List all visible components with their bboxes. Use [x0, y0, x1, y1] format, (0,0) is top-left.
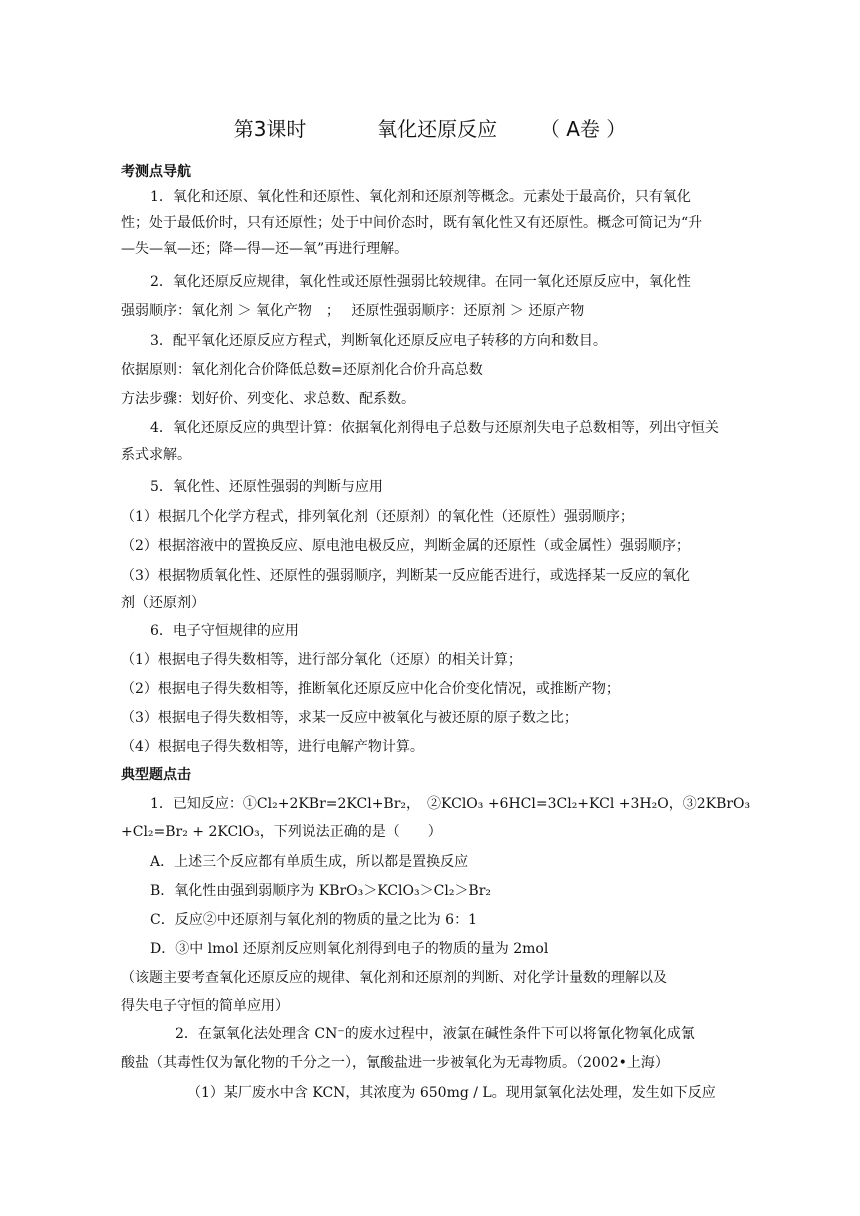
question1-note-line2: 得失电子守恒的简单应用） — [121, 998, 289, 1014]
question2-line3: （1）某厂废水中含 KCN，其浓度为 650mg / L。现用氯氧化法处理，发生如下反应 — [187, 1085, 716, 1101]
section-heading-guide: 考测点导航 — [121, 164, 191, 180]
title-lesson: 第3课时 — [233, 117, 307, 141]
guide-p5-line1: 5．氧化性、还原性强弱的判断与应用 — [150, 479, 383, 495]
question1-line1: 1．已知反应：①Cl₂+2KBr=2KCl+Br₂， ②KClO₃ +6HCl=3Cl₂+KCl +3H₂O，③2KBrO₃ — [150, 796, 751, 812]
guide-p4-line1: 4．氧化还原反应的典型计算：依据氧化剂得电子总数与还原剂失电子总数相等，列出守恒关 — [150, 420, 719, 436]
guide-p1-line1: 1．氧化和还原、氧化性和还原性、氧化剂和还原剂等概念。元素处于最高价，只有氧化 — [150, 189, 691, 205]
guide-p5-line5: 剂（还原剂） — [121, 595, 205, 611]
guide-p6-line4: （3）根据电子得失数相等，求某一反应中被氧化与被还原的原子数之比； — [121, 710, 578, 726]
page-title — [0, 116, 860, 142]
guide-p1-line3: —失—氧—还；降—得—还—氧”再进行理解。 — [121, 241, 409, 257]
question1-option-b: B．氧化性由强到弱顺序为 KBrO₃＞KClO₃＞Cl₂＞Br₂ — [150, 883, 492, 899]
guide-p3-line3: 方法步骤：划好价、列变化、求总数、配系数。 — [121, 391, 415, 407]
guide-p5-line2: （1）根据几个化学方程式，排列氧化剂（还原剂）的氧化性（还原性）强弱顺序； — [121, 509, 634, 525]
guide-p2-line2: 强弱顺序：氧化剂 ＞ 氧化产物 ； 还原性强弱顺序：还原剂 ＞ 还原产物 — [121, 303, 585, 319]
guide-p4-line2: 系式求解。 — [121, 447, 191, 463]
guide-p6-line3: （2）根据电子得失数相等，推断氧化还原反应中化合价变化情况，或推断产物； — [121, 681, 620, 697]
guide-p6-line5: （4）根据电子得失数相等，进行电解产物计算。 — [121, 739, 424, 755]
guide-p6-line2: （1）根据电子得失数相等，进行部分氧化（还原）的相关计算； — [121, 652, 522, 668]
guide-p3-line1: 3．配平氧化还原反应方程式，判断氧化还原反应电子转移的方向和数目。 — [150, 333, 607, 349]
question1-line2: +Cl₂=Br₂ + 2KClO₃，下列说法正确的是（ ） — [121, 824, 442, 840]
guide-p6-line1: 6．电子守恒规律的应用 — [150, 623, 299, 639]
question1-option-a: A．上述三个反应都有单质生成，所以都是置换反应 — [150, 854, 469, 870]
guide-p2-line1: 2．氧化还原反应规律，氧化性或还原性强弱比较规律。在同一氧化还原反应中，氧化性 — [150, 274, 691, 290]
guide-p5-line3: （2）根据溶液中的置换反应、原电池电极反应，判断金属的还原性（或金属性）强弱顺序； — [121, 538, 690, 554]
question2-line2: 酸盐（其毒性仅为氰化物的千分之一），氰酸盐进一步被氧化为无毒物质。（2002•上海） — [121, 1055, 669, 1071]
question2-line1: 2．在氯氧化法处理含 CN⁻的废水过程中，液氯在碱性条件下可以将氰化物氧化成氰 — [175, 1026, 695, 1042]
guide-p3-line2: 依据原则：氧化剂化合价降低总数=还原剂化合价升高总数 — [121, 362, 483, 378]
guide-p1-line2: 性；处于最低价时，只有还原性；处于中间价态时，既有氧化性又有还原性。概念可简记为“升 — [121, 215, 703, 231]
guide-p5-line4: （3）根据物质氧化性、还原性的强弱顺序，判断某一反应能否进行，或选择某一反应的氧化 — [121, 568, 690, 584]
question1-note-line1: （该题主要考查氧化还原反应的规律、氧化剂和还原剂的判断、对化学计量数的理解以及 — [121, 970, 667, 986]
question1-option-c: C．反应②中还原剂与氧化剂的物质的量之比为 6：1 — [150, 912, 477, 928]
question1-option-d: D．③中 lmol 还原剂反应则氧化剂得到电子的物质的量为 2mol — [150, 941, 549, 957]
title-topic: 氧化还原反应 — [377, 117, 498, 141]
title-volume: （ A卷 ） — [539, 117, 627, 141]
section-heading-examples: 典型题点击 — [121, 767, 191, 783]
